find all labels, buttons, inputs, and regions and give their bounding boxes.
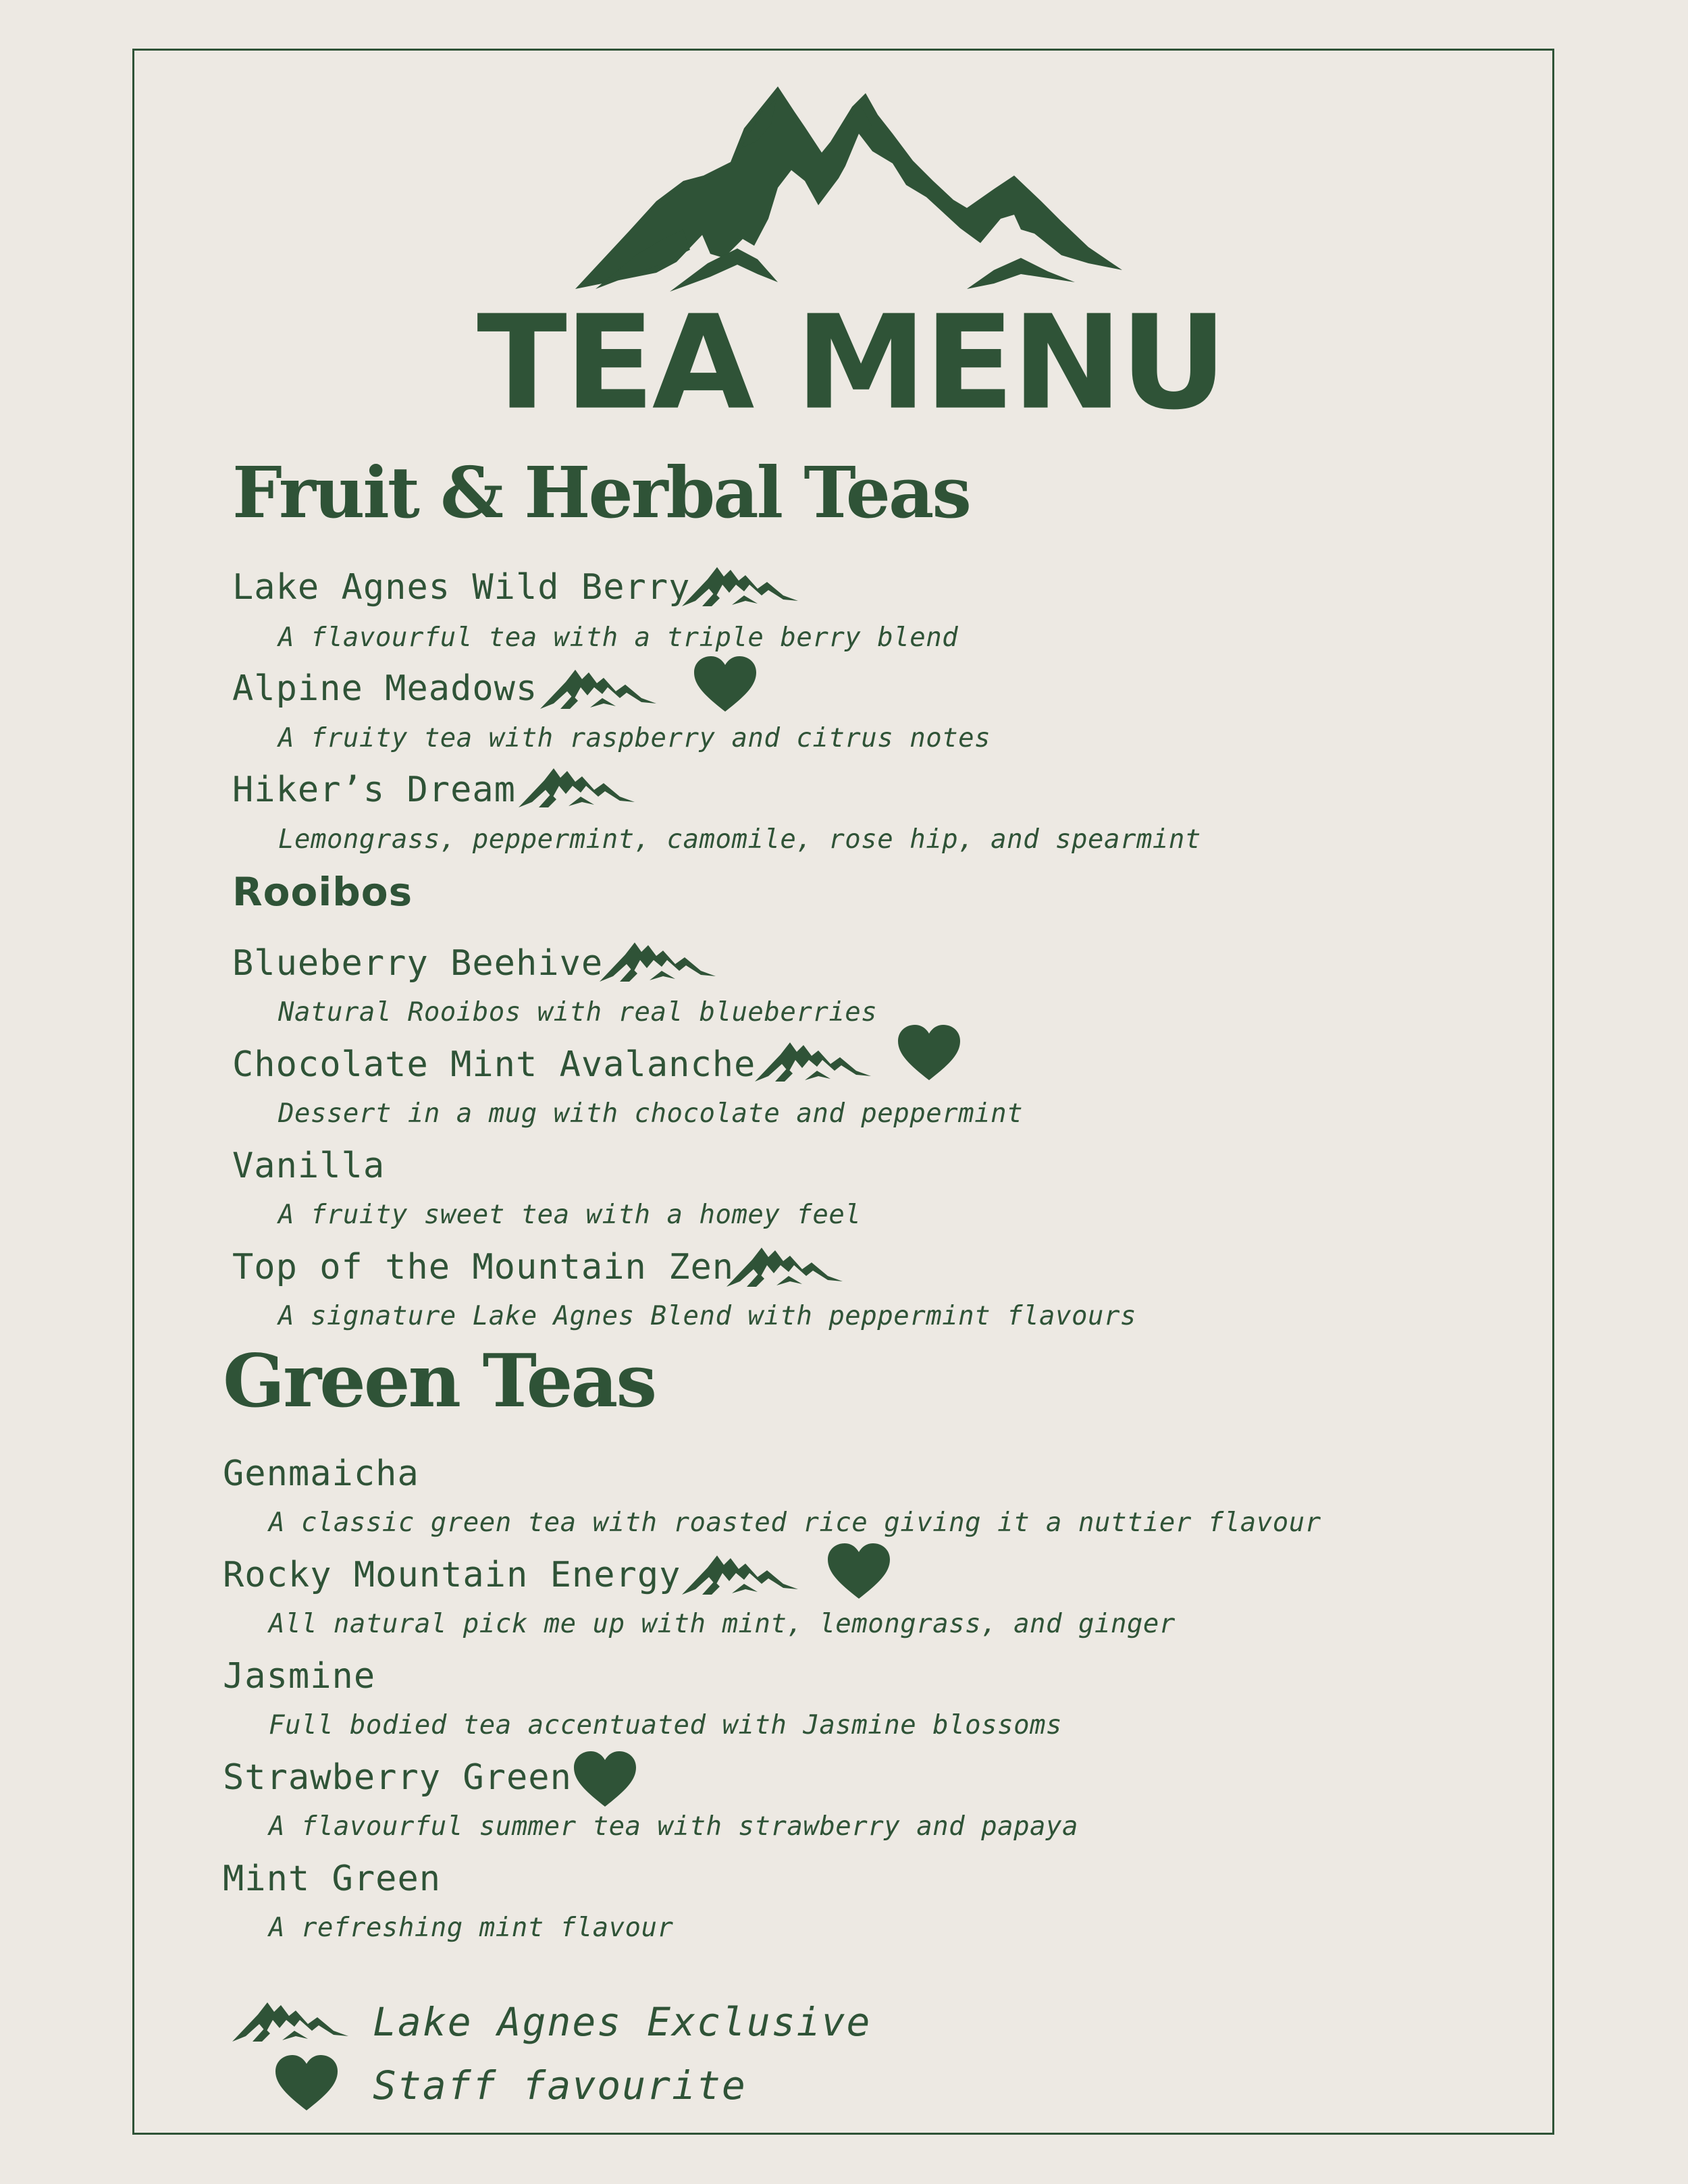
menu-item-description: A fruity sweet tea with a homey feel xyxy=(278,1200,862,1230)
mountain-icon xyxy=(727,1242,843,1288)
menu-item-description: A flavourful summer tea with strawberry and papaya xyxy=(269,1811,1078,1842)
menu-item-description: Lemongrass, peppermint, camomile, rose hip, and spearmint xyxy=(278,824,1201,855)
section-heading-green-teas: Green Teas xyxy=(223,1339,656,1424)
menu-item-name: Rocky Mountain Energy xyxy=(223,1555,681,1595)
menu-item-description: A classic green tea with roasted rice giving it a nuttier flavour xyxy=(269,1508,1321,1538)
mountain-icon xyxy=(540,664,656,710)
menu-item-description: Full bodied tea accentuated with Jasmine blossoms xyxy=(269,1710,1063,1740)
mountain-icon xyxy=(519,763,635,809)
mountain-range-icon xyxy=(575,86,1122,292)
heart-icon xyxy=(826,1542,891,1600)
mountain-icon xyxy=(682,562,798,608)
heart-icon xyxy=(274,2054,339,2112)
legend-exclusive-label: Lake Agnes Exclusive xyxy=(373,1999,872,2045)
menu-item-name: Chocolate Mint Avalanche xyxy=(232,1044,756,1085)
heart-icon xyxy=(897,1023,961,1082)
menu-item-description: All natural pick me up with mint, lemongrass, and ginger xyxy=(269,1609,1176,1639)
menu-item-name: Top of the Mountain Zen xyxy=(232,1247,735,1287)
heart-icon xyxy=(573,1750,637,1808)
menu-item-name: Vanilla xyxy=(232,1146,386,1186)
menu-item-name: Hiker’s Dream xyxy=(232,770,516,810)
menu-item-description: Dessert in a mug with chocolate and peppermint xyxy=(278,1098,1024,1129)
heart-icon xyxy=(693,655,758,713)
menu-item-name: Alpine Meadows xyxy=(232,668,538,709)
legend-favourite-label: Staff favourite xyxy=(373,2062,747,2108)
menu-item-description: A flavourful tea with a triple berry blend xyxy=(278,622,959,653)
mountain-icon xyxy=(600,937,716,983)
menu-item-name: Blueberry Beehive xyxy=(232,943,604,984)
menu-item-name: Lake Agnes Wild Berry xyxy=(232,567,691,608)
section-heading-fruit-herbal: Fruit & Herbal Teas xyxy=(232,451,970,534)
mountain-icon xyxy=(682,1550,798,1596)
section-heading-rooibos: Rooibos xyxy=(232,869,413,915)
mountain-icon xyxy=(232,1997,348,2043)
menu-item-description: A refreshing mint flavour xyxy=(269,1913,674,1943)
menu-item-name: Mint Green xyxy=(223,1859,442,1899)
menu-item-description: A fruity tea with raspberry and citrus notes xyxy=(278,723,991,753)
menu-item-name: Strawberry Green xyxy=(223,1757,572,1798)
menu-item-description: Natural Rooibos with real blueberries xyxy=(278,997,878,1028)
page-title: TEA MENU xyxy=(477,288,1225,439)
menu-item-name: Genmaicha xyxy=(223,1454,419,1494)
menu-item-name: Jasmine xyxy=(223,1656,376,1697)
menu-item-description: A signature Lake Agnes Blend with peppermint flavours xyxy=(278,1301,1136,1331)
mountain-icon xyxy=(755,1037,871,1083)
